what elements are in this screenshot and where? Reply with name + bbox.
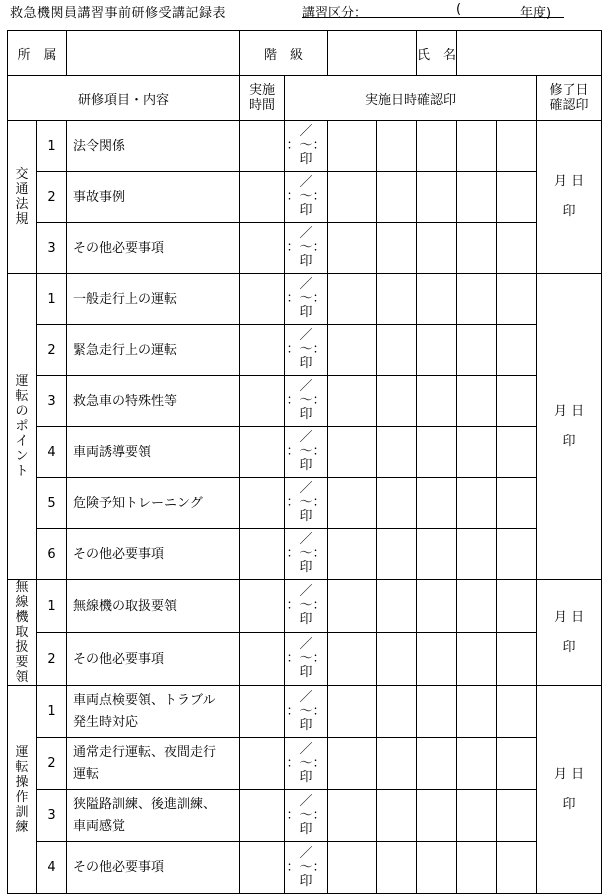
item-row (8, 427, 602, 478)
date-seal-seal: 印 (299, 356, 313, 371)
category-char: 線 (15, 595, 29, 610)
date-seal-cell[interactable] (285, 121, 328, 172)
seal-box[interactable] (417, 427, 457, 478)
completion-cell[interactable] (537, 686, 602, 894)
seal-box[interactable] (377, 325, 417, 376)
completion-cell[interactable] (537, 274, 602, 580)
item-text-line1: その他必要事項 (73, 651, 165, 667)
category-char: 転 (15, 389, 29, 404)
completion-header-line1: 修了日 (549, 83, 589, 98)
date-seal-cell[interactable] (285, 376, 328, 427)
date-seal-seal: 印 (299, 458, 313, 473)
item-text-line1: その他必要事項 (73, 546, 165, 562)
date-seal-range: ：～： (286, 240, 326, 255)
time-cell[interactable] (240, 478, 285, 529)
seal-box[interactable] (328, 274, 377, 325)
item-row (8, 842, 602, 894)
category-char: イ (15, 434, 29, 449)
seal-box[interactable] (328, 790, 377, 842)
seal-box[interactable] (457, 633, 497, 686)
seal-box[interactable] (457, 223, 497, 274)
item-row (8, 223, 602, 274)
seal-box[interactable] (377, 376, 417, 427)
date-seal-cell[interactable] (285, 580, 328, 633)
time-header-line2: 時間 (249, 98, 276, 113)
date-seal-slash: ／ (299, 124, 313, 139)
time-column-header (240, 76, 285, 121)
item-text (67, 274, 240, 325)
item-row (8, 529, 602, 580)
time-cell[interactable] (240, 121, 285, 172)
item-text-line2: 発生時対応 (73, 714, 139, 730)
completion-month-day: 月 日 (553, 609, 585, 625)
item-text-line1: 一般走行上の運転 (73, 291, 178, 307)
category-char: 操 (15, 774, 29, 790)
date-seal-cell[interactable] (285, 790, 328, 842)
category-char: 訓 (15, 804, 29, 820)
seal-box[interactable] (377, 427, 417, 478)
name-field[interactable] (457, 31, 602, 76)
date-seal-range: ：～： (286, 495, 326, 510)
time-cell[interactable] (240, 529, 285, 580)
date-seal-seal: 印 (299, 407, 313, 422)
category-char: 扱 (15, 640, 29, 655)
item-row (8, 790, 602, 842)
category-cell (8, 580, 37, 686)
seal-box[interactable] (328, 427, 377, 478)
seal-box[interactable] (457, 274, 497, 325)
date-seal-slash: ／ (299, 637, 313, 652)
category-char: 作 (15, 789, 29, 805)
category-char: 交 (15, 167, 29, 182)
completion-month-day: 月 日 (553, 403, 585, 419)
date-seal-range: ：～： (286, 703, 326, 719)
seal-box[interactable] (457, 172, 497, 223)
seal-box[interactable] (417, 376, 457, 427)
course-category-label: 講習区分： (302, 6, 368, 21)
item-row (8, 478, 602, 529)
item-text (67, 325, 240, 376)
date-seal-slash: ／ (299, 379, 313, 394)
date-seal-cell[interactable] (285, 529, 328, 580)
item-row (8, 172, 602, 223)
category-char: 規 (15, 212, 29, 227)
date-seal-seal: 印 (299, 305, 313, 320)
seal-box[interactable] (417, 478, 457, 529)
date-seal-seal: 印 (299, 717, 313, 733)
item-number: 2 (37, 738, 67, 790)
seal-box[interactable] (457, 686, 497, 738)
seal-box[interactable] (377, 633, 417, 686)
seal-box[interactable] (497, 121, 537, 172)
training-record-table (7, 30, 602, 894)
time-cell[interactable] (240, 633, 285, 686)
completion-seal: 印 (562, 204, 576, 219)
seal-box[interactable] (457, 738, 497, 790)
date-seal-cell[interactable] (285, 274, 328, 325)
date-seal-slash: ／ (299, 226, 313, 241)
date-seal-seal: 印 (299, 873, 313, 889)
seal-box[interactable] (328, 325, 377, 376)
seal-box[interactable] (497, 633, 537, 686)
time-cell[interactable] (240, 842, 285, 894)
seal-box[interactable] (497, 529, 537, 580)
date-seal-range: ：～： (286, 651, 326, 666)
item-number: 2 (37, 172, 67, 223)
date-seal-slash: ／ (299, 532, 313, 547)
date-seal-cell[interactable] (285, 738, 328, 790)
date-seal-slash: ／ (299, 175, 313, 190)
seal-box[interactable] (457, 325, 497, 376)
completion-header-line2: 確認印 (549, 98, 589, 113)
seal-box[interactable] (417, 223, 457, 274)
seal-box[interactable] (417, 790, 457, 842)
completion-seal: 印 (562, 796, 576, 812)
category-char: 無 (15, 580, 29, 595)
seal-box[interactable] (457, 529, 497, 580)
seal-box[interactable] (457, 478, 497, 529)
item-text-line1: その他必要事項 (73, 860, 165, 875)
item-text (67, 580, 240, 633)
date-seal-range: ：～： (286, 807, 326, 823)
seal-box[interactable] (457, 121, 497, 172)
seal-box[interactable] (377, 790, 417, 842)
affiliation-label: 所 属 (8, 31, 67, 76)
item-number: 3 (37, 790, 67, 842)
date-seal-range: ：～： (286, 189, 326, 204)
category-char: 取 (15, 625, 29, 640)
item-text-line1: 緊急走行上の運転 (73, 342, 178, 358)
category-char: の (15, 404, 29, 419)
category-char: 練 (15, 819, 29, 835)
seal-box[interactable] (377, 274, 417, 325)
seal-box[interactable] (328, 478, 377, 529)
seal-box[interactable] (457, 580, 497, 633)
seal-box[interactable] (497, 274, 537, 325)
item-text (67, 790, 240, 842)
time-cell[interactable] (240, 427, 285, 478)
item-text (67, 427, 240, 478)
item-text (67, 121, 240, 172)
item-text (67, 529, 240, 580)
category-char: ト (15, 464, 29, 479)
date-seal-range: ：～： (286, 546, 326, 561)
seal-box[interactable] (328, 172, 377, 223)
date-seal-cell[interactable] (285, 325, 328, 376)
item-text-line1: その他必要事項 (73, 240, 165, 256)
category-char: 運 (15, 744, 29, 760)
item-text-line1: 法令関係 (73, 138, 126, 154)
seal-box[interactable] (417, 274, 457, 325)
date-seal-seal: 印 (299, 612, 313, 627)
item-number: 2 (37, 325, 67, 376)
item-number: 2 (37, 633, 67, 686)
item-number: 1 (37, 580, 67, 633)
completion-seal: 印 (562, 433, 576, 449)
seal-box[interactable] (497, 325, 537, 376)
item-text (67, 376, 240, 427)
date-seal-slash: ／ (299, 481, 313, 496)
completion-column-header (537, 76, 602, 121)
time-cell[interactable] (240, 738, 285, 790)
seal-box[interactable] (328, 633, 377, 686)
category-char: 機 (15, 610, 29, 625)
time-cell[interactable] (240, 790, 285, 842)
seal-box[interactable] (457, 427, 497, 478)
date-seal-cell[interactable] (285, 633, 328, 686)
seal-box[interactable] (497, 376, 537, 427)
completion-cell[interactable] (537, 121, 602, 274)
seal-box[interactable] (328, 223, 377, 274)
seal-box[interactable] (497, 686, 537, 738)
time-cell[interactable] (240, 580, 285, 633)
seal-box[interactable] (328, 376, 377, 427)
date-seal-range: ：～： (286, 138, 326, 153)
item-number: 3 (37, 223, 67, 274)
seal-box[interactable] (497, 223, 537, 274)
fiscal-year-paren: ( (456, 2, 462, 17)
seal-box[interactable] (377, 172, 417, 223)
seal-box[interactable] (417, 172, 457, 223)
item-row (8, 738, 602, 790)
date-seal-slash: ／ (299, 741, 313, 757)
seal-box[interactable] (328, 686, 377, 738)
seal-box[interactable] (328, 580, 377, 633)
seal-box[interactable] (377, 580, 417, 633)
date-seal-cell[interactable] (285, 427, 328, 478)
date-seal-cell[interactable] (285, 478, 328, 529)
item-number: 6 (37, 529, 67, 580)
category-char: ポ (15, 419, 29, 434)
category-char: 通 (15, 182, 29, 197)
date-seal-range: ：～： (286, 444, 326, 459)
category-char: 要 (15, 655, 29, 670)
item-number: 1 (37, 274, 67, 325)
seal-box[interactable] (497, 427, 537, 478)
item-row (8, 580, 602, 633)
item-text-line1: 危険予知トレーニング (73, 495, 203, 511)
date-seal-seal: 印 (299, 509, 313, 524)
seal-box[interactable] (377, 738, 417, 790)
date-seal-slash: ／ (299, 845, 313, 861)
date-seal-slash: ／ (299, 328, 313, 343)
item-row (8, 376, 602, 427)
seal-box[interactable] (377, 529, 417, 580)
item-text (67, 842, 240, 894)
date-seal-seal: 印 (299, 665, 313, 680)
seal-box[interactable] (417, 529, 457, 580)
item-text (67, 738, 240, 790)
seal-box[interactable] (417, 325, 457, 376)
completion-month-day: 月 日 (553, 766, 585, 782)
date-seal-range: ：～： (286, 342, 326, 357)
date-seal-range: ：～： (286, 598, 326, 613)
item-row (8, 686, 602, 738)
item-number: 1 (37, 686, 67, 738)
item-text-line1: 車両誘導要領 (73, 444, 152, 460)
item-text (67, 633, 240, 686)
date-seal-range: ：～： (286, 393, 326, 408)
item-row (8, 121, 602, 172)
category-cell (8, 686, 37, 894)
item-number: 4 (37, 842, 67, 894)
item-text (67, 478, 240, 529)
item-text-line1: 狭隘路訓練、後進訓練、 (73, 796, 217, 812)
category-char: 運 (15, 374, 29, 389)
seal-box[interactable] (457, 842, 497, 894)
info-row (8, 31, 602, 76)
seal-box[interactable] (377, 478, 417, 529)
column-header-row (8, 76, 602, 121)
seal-box[interactable] (377, 121, 417, 172)
time-header-line1: 実施 (249, 83, 276, 98)
date-seal-slash: ／ (299, 689, 313, 705)
seal-box[interactable] (417, 580, 457, 633)
date-seal-slash: ／ (299, 584, 313, 599)
date-seal-slash: ／ (299, 430, 313, 445)
seal-box[interactable] (417, 738, 457, 790)
datetime-column-header: 実施日時確認印 (285, 76, 537, 121)
item-text (67, 686, 240, 738)
date-seal-cell[interactable] (285, 172, 328, 223)
completion-cell[interactable] (537, 580, 602, 686)
seal-box[interactable] (497, 478, 537, 529)
seal-box[interactable] (377, 842, 417, 894)
date-seal-range: ：～： (286, 859, 326, 875)
date-seal-seal: 印 (299, 254, 313, 269)
category-char: 領 (15, 670, 29, 685)
seal-box[interactable] (328, 738, 377, 790)
seal-box[interactable] (497, 790, 537, 842)
item-text-line1: 車両点検要領、トラブル (73, 692, 216, 708)
rank-label: 階 級 (240, 31, 328, 76)
seal-box[interactable] (457, 790, 497, 842)
time-cell[interactable] (240, 274, 285, 325)
completion-month-day: 月 日 (553, 174, 585, 189)
item-number: 1 (37, 121, 67, 172)
seal-box[interactable] (417, 633, 457, 686)
seal-box[interactable] (497, 842, 537, 894)
item-number: 3 (37, 376, 67, 427)
seal-box[interactable] (377, 223, 417, 274)
category-cell (8, 121, 37, 274)
seal-box[interactable] (457, 376, 497, 427)
seal-box[interactable] (328, 121, 377, 172)
date-seal-range: ：～： (286, 755, 326, 771)
time-cell[interactable] (240, 376, 285, 427)
item-text-line1: 救急車の特殊性等 (73, 393, 178, 409)
form-title: 救急機関員講習事前研修受講記録表 (10, 6, 227, 21)
date-seal-slash: ／ (299, 277, 313, 292)
item-text-line2: 車両感覚 (73, 818, 126, 834)
time-cell[interactable] (240, 686, 285, 738)
affiliation-field[interactable] (67, 31, 240, 76)
seal-box[interactable] (328, 842, 377, 894)
name-label: 氏 名 (417, 31, 457, 76)
date-seal-cell[interactable] (285, 842, 328, 894)
date-seal-seal: 印 (299, 769, 313, 785)
completion-seal: 印 (562, 639, 576, 655)
date-seal-seal: 印 (299, 560, 313, 575)
item-row (8, 325, 602, 376)
seal-box[interactable] (497, 738, 537, 790)
category-char: 転 (15, 759, 29, 775)
item-column-header: 研修項目・内容 (8, 76, 240, 121)
item-text (67, 223, 240, 274)
date-seal-seal: 印 (299, 152, 313, 167)
item-text-line1: 無線機の取扱要領 (73, 598, 178, 614)
seal-box[interactable] (497, 580, 537, 633)
seal-box[interactable] (497, 172, 537, 223)
time-cell[interactable] (240, 172, 285, 223)
category-char: ン (15, 449, 29, 464)
fiscal-year-label: 年度) (520, 6, 552, 21)
item-text-line1: 事故事例 (73, 189, 126, 205)
seal-box[interactable] (417, 842, 457, 894)
item-text-line2: 運転 (73, 766, 100, 782)
time-cell[interactable] (240, 223, 285, 274)
item-text-line1: 通常走行運転、夜間走行 (73, 744, 217, 760)
seal-box[interactable] (328, 529, 377, 580)
category-cell (8, 274, 37, 580)
item-number: 5 (37, 478, 67, 529)
seal-box[interactable] (417, 686, 457, 738)
date-seal-seal: 印 (299, 203, 313, 218)
item-row (8, 274, 602, 325)
date-seal-cell[interactable] (285, 223, 328, 274)
category-char: 法 (15, 197, 29, 212)
date-seal-seal: 印 (299, 821, 313, 837)
date-seal-range: ：～： (286, 291, 326, 306)
seal-box[interactable] (417, 121, 457, 172)
rank-field[interactable] (328, 31, 417, 76)
time-cell[interactable] (240, 325, 285, 376)
item-number: 4 (37, 427, 67, 478)
seal-box[interactable] (377, 686, 417, 738)
item-text (67, 172, 240, 223)
date-seal-slash: ／ (299, 793, 313, 809)
item-row (8, 633, 602, 686)
date-seal-cell[interactable] (285, 686, 328, 738)
